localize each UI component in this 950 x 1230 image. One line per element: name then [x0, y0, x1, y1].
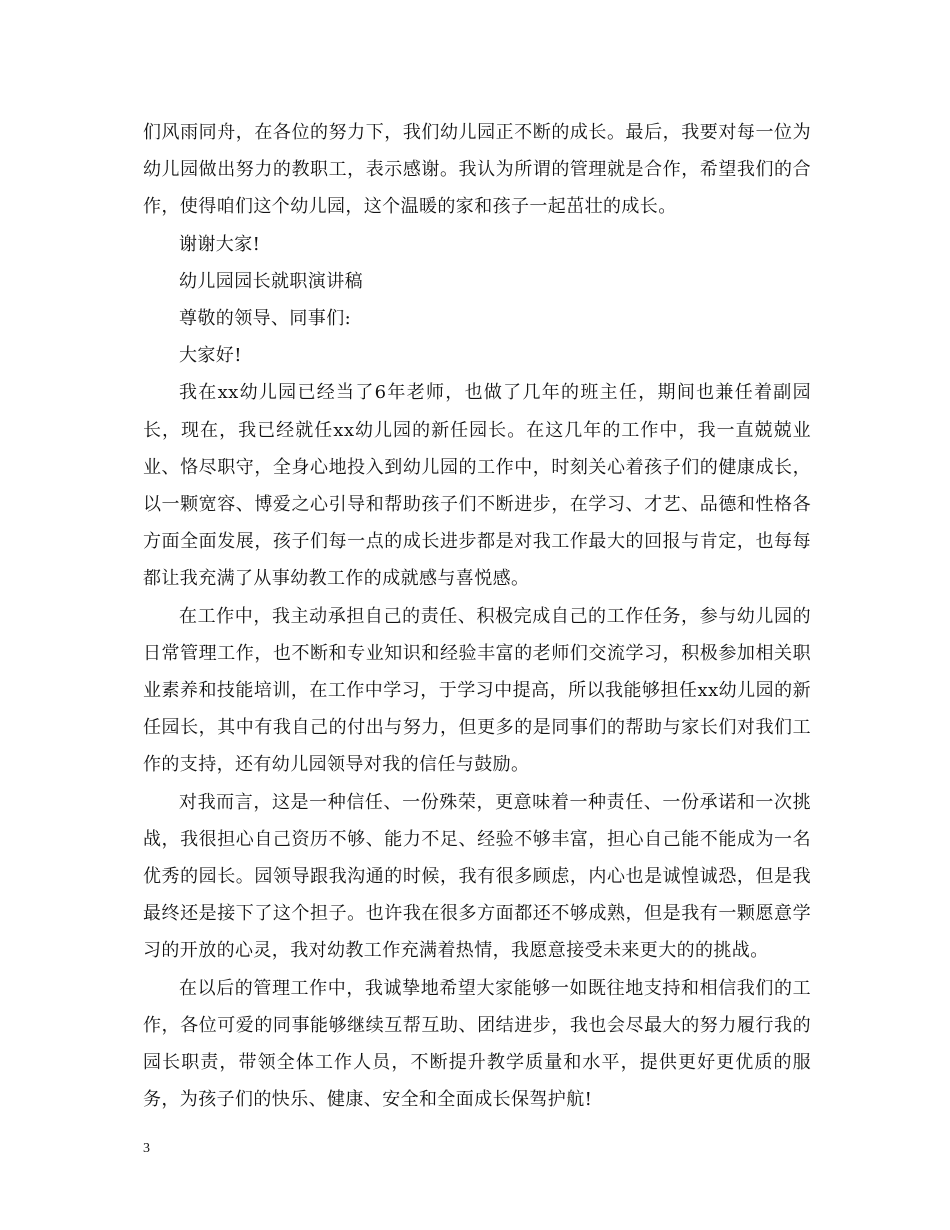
document-body	[143, 114, 811, 1118]
paragraph-background: 我在xx幼儿园已经当了6年老师，也做了几年的班主任，期间也兼任着副园长，现在，我已经就任xx幼儿园的新任园长。在这几年的工作中，我一直兢兢业业、恪尽职守，全身心地投入到幼儿园的工作中，时刻关心着孩子们的健康成长，以一颗宽容、博爱之心引导和帮助孩子们不断进步，在学习、才艺、品德和性格各方面全面发展，孩子们每一点的成长进步都是对我工作最大的回报与肯定，也每每都让我充满了从事幼教工作的成就感与喜悦感。	[143, 382, 811, 590]
paragraph-thanks: 谢谢大家!	[179, 233, 261, 255]
salutation: 尊敬的领导、同事们:	[179, 308, 352, 330]
speech-title: 幼儿园园长就职演讲稿	[179, 270, 363, 292]
paragraph-challenge: 对我而言，这是一种信任、一份殊荣，更意味着一种责任、一份承诺和一次挑战，我很担心自己资历不够、能力不足、经验不够丰富，担心自己能不能成为一名优秀的园长。园领导跟我沟通的时候，我有很多顾虑，内心也是诚惶诚恐，但是我最终还是接下了这个担子。也许我在很多方面都还不够成熟，但是我有一颗愿意学习的开放的心灵，我对幼教工作充满着热情，我愿意接受未来更大的的挑战。	[143, 791, 811, 962]
paragraph-future: 在以后的管理工作中，我诚挚地希望大家能够一如既往地支持和相信我们的工作，各位可爱的同事能够继续互帮互助、团结进步，我也会尽最大的努力履行我的园长职责，带领全体工作人员，不断提升教学质量和水平，提供更好更优质的服务，为孩子们的快乐、健康、安全和全面成长保驾护航!	[143, 977, 811, 1111]
page-number: 3	[143, 1141, 150, 1156]
paragraph-continuation: 们风雨同舟，在各位的努力下，我们幼儿园正不断的成长。最后，我要对每一位为幼儿园做出努力的教职工，表示感谢。我认为所谓的管理就是合作，希望我们的合作，使得咱们这个幼儿园，这个温暖的家和孩子一起茁壮的成长。	[143, 122, 811, 218]
paragraph-work: 在工作中，我主动承担自己的责任、积极完成自己的工作任务，参与幼儿园的日常管理工作，也不断和专业知识和经验丰富的老师们交流学习，积极参加相关职业素养和技能培训，在工作中学习，于学习中提高，所以我能够担任xx幼儿园的新任园长，其中有我自己的付出与努力，但更多的是同事们的帮助与家长们对我们工作的支持，还有幼儿园领导对我的信任与鼓励。	[143, 605, 811, 776]
greeting: 大家好!	[179, 345, 242, 367]
